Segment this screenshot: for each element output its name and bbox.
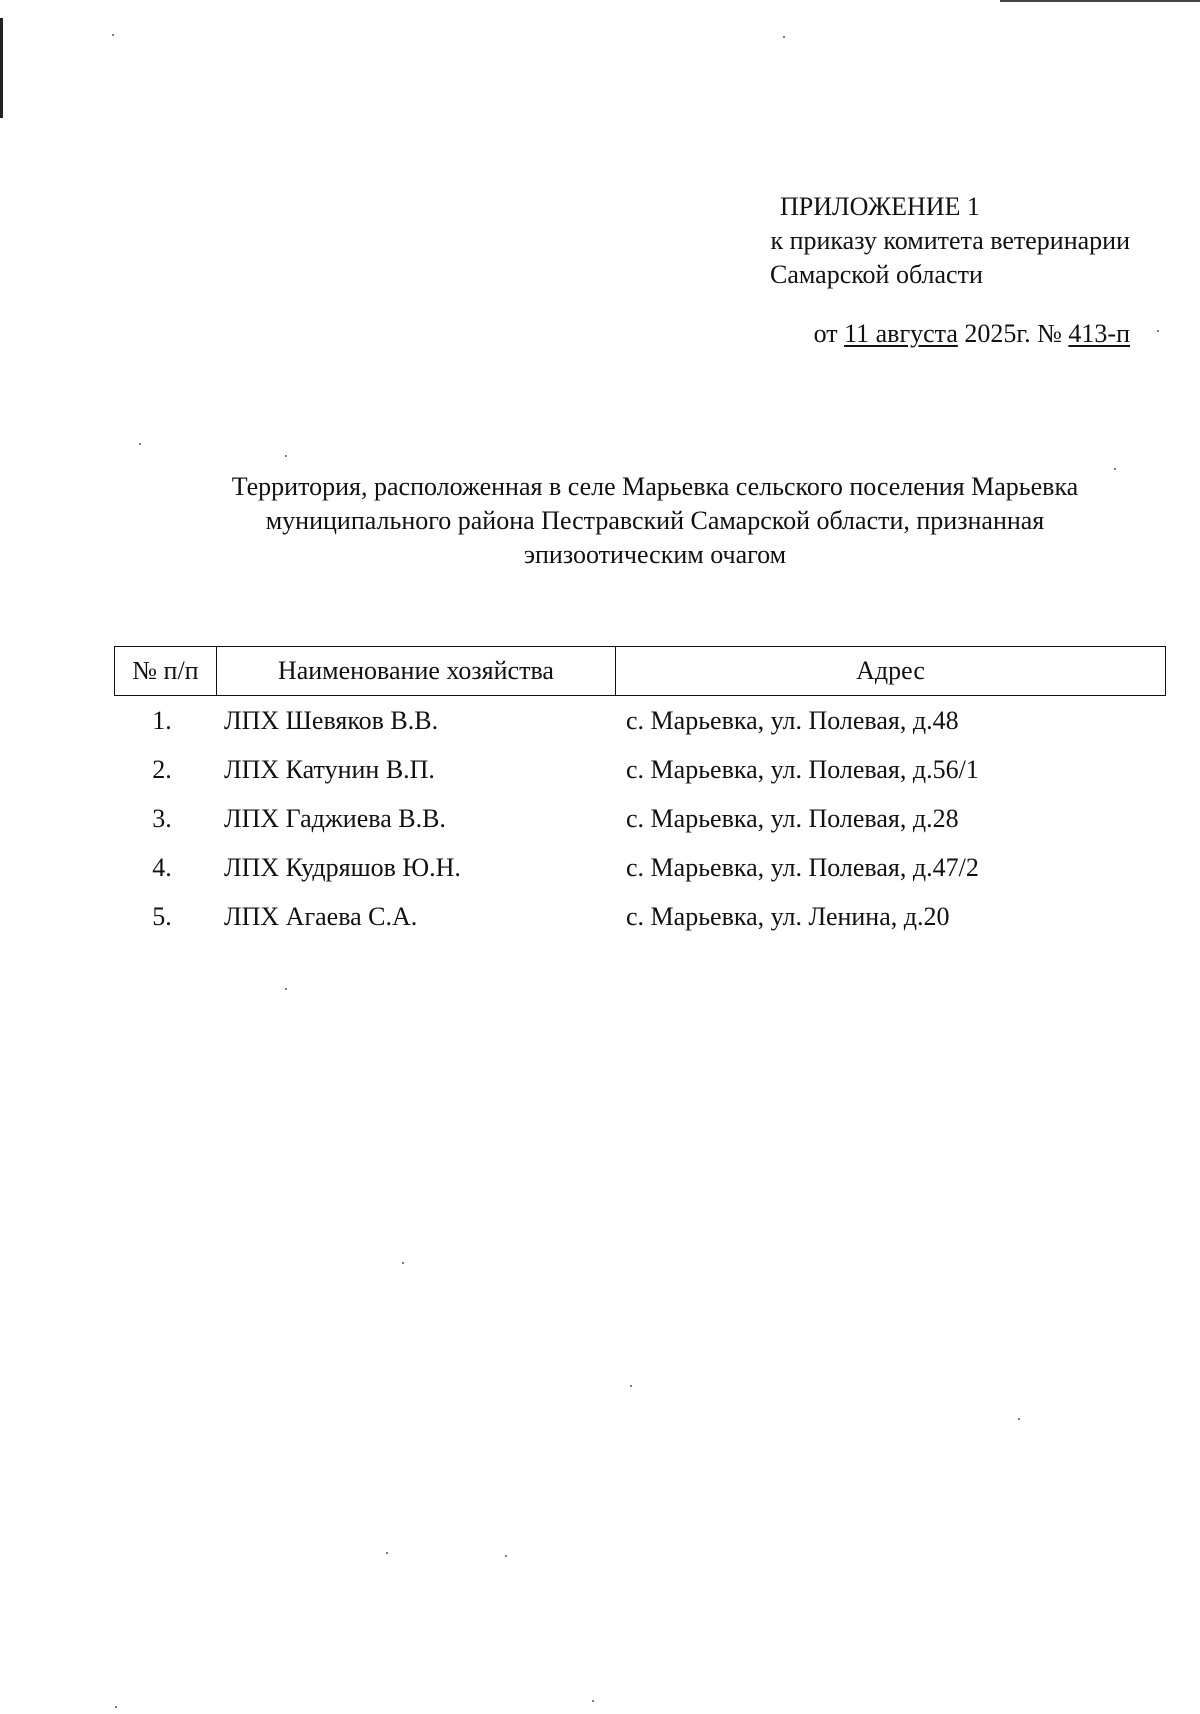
row-number: 1.	[152, 705, 172, 735]
header-farm-name: Наименование хозяйства	[217, 647, 616, 695]
row-address: с. Марьевка, ул. Полевая, д.28	[626, 803, 959, 833]
row-address: с. Марьевка, ул. Полевая, д.47/2	[626, 852, 979, 882]
scan-edge-artifact	[0, 18, 3, 118]
table-row	[114, 843, 1166, 892]
appendix-label: ПРИЛОЖЕНИЕ 1	[780, 192, 980, 221]
table-row	[114, 696, 1166, 745]
title-line-1: Территория, расположенная в селе Марьевка сельского поселения Марьевка	[231, 472, 1079, 501]
row-farm-name: ЛПХ Гаджиева В.В.	[224, 803, 446, 833]
title-line-2: муниципального района Пестравский Самарской области, признанная	[265, 506, 1045, 535]
table-header-row	[114, 646, 1166, 696]
appendix-header	[710, 190, 1130, 351]
scan-speck	[112, 34, 114, 36]
table-row	[114, 892, 1166, 941]
appendix-order-ref: к приказу комитета ветеринарии	[770, 226, 1130, 255]
scan-edge-artifact	[1000, 0, 1200, 2]
date-prefix: от	[813, 319, 838, 348]
scan-speck	[1157, 330, 1159, 332]
scan-speck	[630, 1385, 632, 1387]
scan-speck	[285, 988, 287, 990]
appendix-region: Самарской области	[770, 260, 983, 289]
row-address: с. Марьевка, ул. Ленина, д.20	[626, 901, 950, 931]
table-row	[114, 794, 1166, 843]
row-number: 5.	[152, 901, 172, 931]
date-year: 2025г.	[964, 319, 1031, 348]
date-day-month: 11 августа	[844, 319, 958, 348]
scan-speck	[139, 443, 141, 445]
appendix-date-line	[710, 317, 1130, 351]
scan-speck	[402, 1262, 404, 1264]
row-address: с. Марьевка, ул. Полевая, д.48	[626, 705, 959, 735]
scan-speck	[783, 36, 785, 38]
document-title	[120, 470, 1190, 572]
title-line-3: эпизоотическим очагом	[523, 540, 787, 569]
scan-speck	[505, 1555, 507, 1557]
row-farm-name: ЛПХ Агаева С.А.	[224, 901, 418, 931]
scan-speck	[386, 1552, 388, 1554]
table-row	[114, 745, 1166, 794]
row-farm-name: ЛПХ Катунин В.П.	[224, 754, 435, 784]
row-address: с. Марьевка, ул. Полевая, д.56/1	[626, 754, 979, 784]
row-farm-name: ЛПХ Шевяков В.В.	[224, 705, 439, 735]
row-farm-name: ЛПХ Кудряшов Ю.Н.	[224, 852, 461, 882]
row-number: 3.	[152, 803, 172, 833]
scan-speck	[285, 455, 287, 457]
row-number: 2.	[152, 754, 172, 784]
number-sign: №	[1037, 319, 1062, 348]
header-number: № п/п	[115, 647, 217, 695]
row-number: 4.	[152, 852, 172, 882]
farms-table	[114, 646, 1166, 941]
scan-speck	[592, 1700, 594, 1702]
scan-speck	[1018, 1418, 1020, 1420]
order-number: 413-п	[1068, 319, 1130, 348]
header-address: Адрес	[856, 656, 925, 685]
scan-speck	[115, 1706, 117, 1708]
